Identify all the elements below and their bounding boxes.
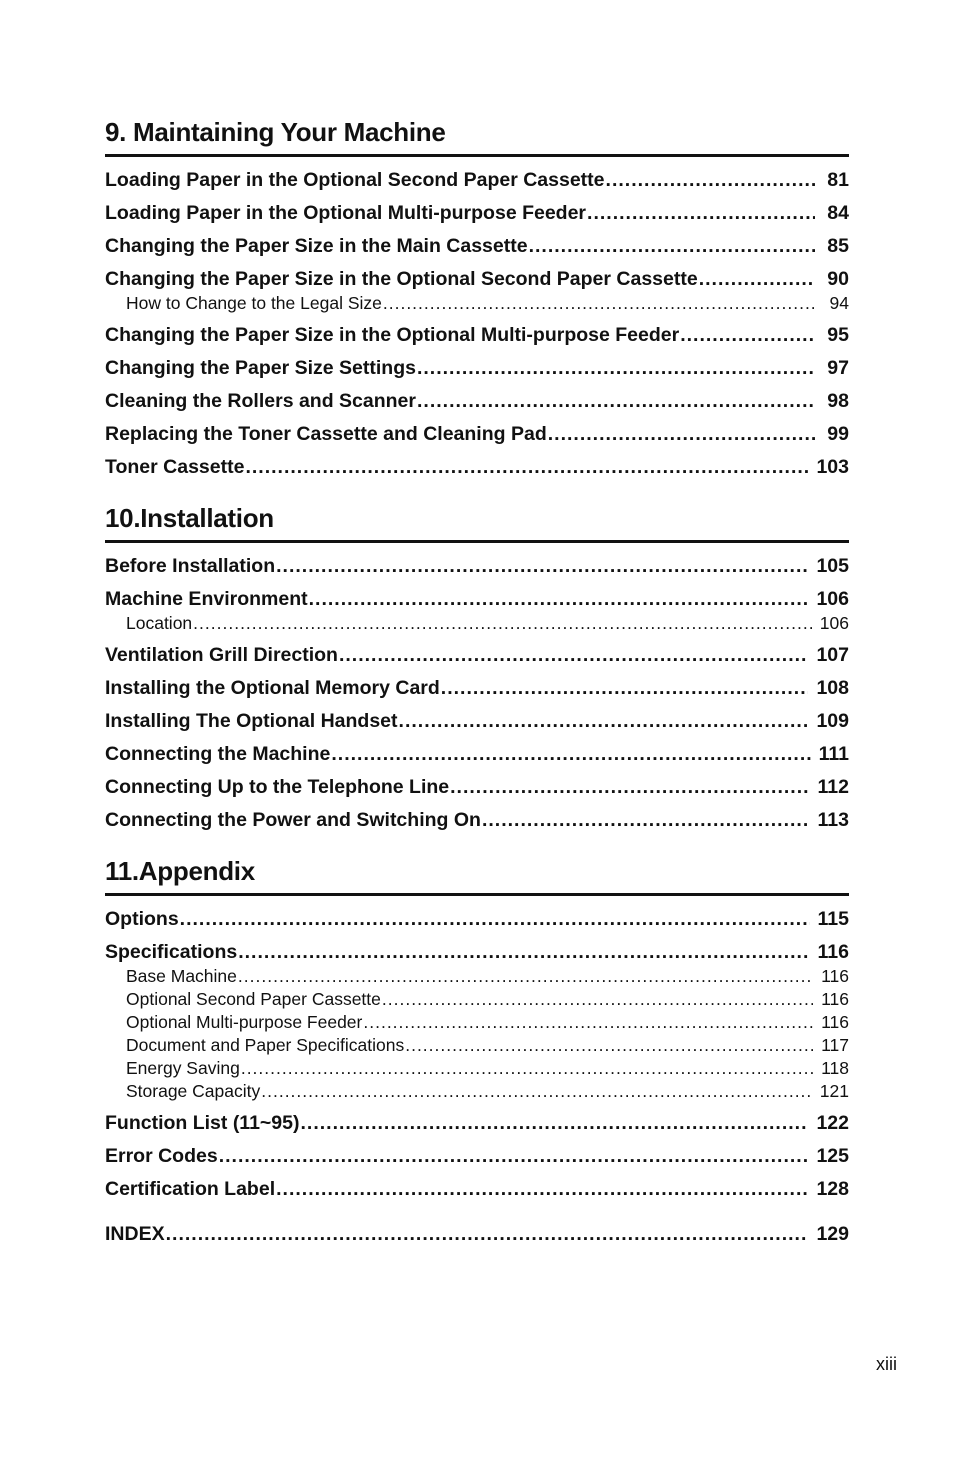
toc-entry-page: 129	[816, 1223, 849, 1245]
toc-entry-label: Function List (11~95)	[105, 1112, 300, 1134]
toc-entry-page: 85	[827, 235, 849, 257]
toc-entry-page: 113	[817, 809, 849, 831]
toc-entry-page: 90	[827, 268, 849, 290]
toc-entry-label: Replacing the Toner Cassette and Cleaning Pad	[105, 423, 547, 445]
toc-entry[interactable]	[105, 1107, 849, 1140]
toc-entry-page: 125	[816, 1145, 849, 1167]
dot-leader	[363, 1010, 813, 1034]
toc-entry-label: Base Machine	[126, 966, 237, 986]
dot-leader	[241, 1056, 813, 1080]
toc-entry-page: 121	[819, 1081, 849, 1101]
toc-entry-page: 128	[816, 1178, 849, 1200]
toc-subentry[interactable]	[105, 964, 849, 988]
toc-entry[interactable]	[105, 418, 849, 451]
dot-leader	[417, 352, 815, 385]
dot-leader	[548, 418, 815, 451]
dot-leader	[166, 1218, 809, 1251]
toc-entry[interactable]	[105, 771, 849, 804]
toc-subentry[interactable]	[105, 291, 849, 315]
dot-leader	[399, 705, 809, 738]
toc-entry-label: Toner Cassette	[105, 456, 245, 478]
toc-entry-label: Connecting Up to the Telephone Line	[105, 776, 450, 798]
toc-entry-label: INDEX	[105, 1223, 165, 1245]
section-title: 11.Appendix	[105, 849, 849, 896]
toc-entry[interactable]	[105, 804, 849, 837]
dot-leader	[276, 1173, 808, 1206]
dot-leader	[383, 291, 815, 315]
dot-leader	[417, 385, 815, 418]
toc-entry-label: Connecting the Power and Switching On	[105, 809, 481, 831]
toc-entry-page: 94	[829, 293, 849, 313]
toc-entry-page: 116	[821, 1012, 849, 1032]
toc-entry-label: Before Installation	[105, 555, 276, 577]
toc-entry[interactable]	[105, 164, 849, 197]
toc-entry-page: 103	[816, 456, 849, 478]
dot-leader	[482, 804, 810, 837]
toc-entry[interactable]	[105, 197, 849, 230]
toc-entry-page: 108	[816, 677, 849, 699]
toc-entry-label: Machine Environment	[105, 588, 308, 610]
toc-entry[interactable]	[105, 1140, 849, 1173]
table-of-contents	[105, 110, 849, 1251]
dot-leader	[339, 639, 809, 672]
toc-entry-label: Location	[126, 613, 193, 633]
toc-entry-page: 118	[821, 1058, 849, 1078]
dot-leader	[450, 771, 809, 804]
toc-entry-label: Changing the Paper Size in the Optional Multi-purpose Feeder	[105, 324, 680, 346]
toc-subentry[interactable]	[105, 611, 849, 635]
dot-leader	[441, 672, 809, 705]
toc-entry[interactable]	[105, 385, 849, 418]
toc-entry-page: 84	[827, 202, 849, 224]
section-title: 10.Installation	[105, 496, 849, 543]
dot-leader	[331, 738, 810, 771]
dot-leader	[301, 1107, 809, 1140]
toc-entry-page: 116	[821, 989, 849, 1009]
toc-entry-label: Ventilation Grill Direction	[105, 644, 338, 666]
toc-entry-label: Options	[105, 908, 179, 930]
toc-entry-label: How to Change to the Legal Size	[126, 293, 382, 313]
toc-entry-page: 115	[817, 908, 849, 930]
toc-entry-label: Specifications	[105, 941, 238, 963]
toc-entry[interactable]	[105, 903, 849, 936]
toc-entry[interactable]	[105, 352, 849, 385]
toc-entry-label: Certification Label	[105, 1178, 276, 1200]
toc-subentry[interactable]	[105, 1079, 849, 1103]
toc-entry[interactable]	[105, 738, 849, 771]
toc-entry-index[interactable]	[105, 1218, 849, 1251]
toc-sections	[105, 110, 849, 1206]
toc-section	[105, 837, 849, 1206]
toc-entry[interactable]	[105, 550, 849, 583]
toc-entry[interactable]	[105, 672, 849, 705]
toc-entry-label: Connecting the Machine	[105, 743, 331, 765]
toc-entry[interactable]	[105, 230, 849, 263]
page-number: xiii	[876, 1354, 897, 1374]
toc-entry-label: Optional Multi-purpose Feeder	[126, 1012, 363, 1032]
toc-entry[interactable]	[105, 639, 849, 672]
toc-entry-page: 106	[819, 613, 849, 633]
toc-subentry[interactable]	[105, 1056, 849, 1080]
dot-leader	[219, 1140, 809, 1173]
toc-entry-label: Changing the Paper Size in the Optional Second Paper Cassette	[105, 268, 698, 290]
dot-leader	[587, 197, 815, 230]
dot-leader	[180, 903, 810, 936]
toc-entry-page: 81	[827, 169, 849, 191]
toc-entry-page: 106	[816, 588, 849, 610]
toc-entry-page: 116	[817, 941, 849, 963]
toc-entry-page: 98	[827, 390, 849, 412]
toc-entry[interactable]	[105, 705, 849, 738]
toc-entry-label: Changing the Paper Size Settings	[105, 357, 416, 379]
dot-leader	[529, 230, 815, 263]
dot-leader	[405, 1033, 813, 1057]
toc-subentry[interactable]	[105, 987, 849, 1011]
toc-entry-page: 95	[827, 324, 849, 346]
toc-entry-page: 116	[821, 966, 849, 986]
toc-entry-label: Optional Second Paper Cassette	[126, 989, 381, 1009]
toc-subentry[interactable]	[105, 1010, 849, 1034]
dot-leader	[238, 964, 813, 988]
toc-entry-page: 111	[818, 743, 849, 765]
dot-leader	[680, 319, 815, 352]
dot-leader	[382, 987, 813, 1011]
toc-entry-label: Cleaning the Rollers and Scanner	[105, 390, 416, 412]
dot-leader	[606, 164, 815, 197]
toc-entry-label: Energy Saving	[126, 1058, 240, 1078]
toc-entry-page: 117	[821, 1035, 849, 1055]
toc-section	[105, 110, 849, 484]
toc-entry-label: Document and Paper Specifications	[126, 1035, 405, 1055]
toc-entry-page: 112	[817, 776, 849, 798]
toc-entry-page: 97	[827, 357, 849, 379]
dot-leader	[193, 611, 812, 635]
toc-entry-page: 99	[827, 423, 849, 445]
toc-entry-label: Loading Paper in the Optional Multi-purpose Feeder	[105, 202, 587, 224]
dot-leader	[261, 1079, 812, 1103]
toc-entry-label: Loading Paper in the Optional Second Paper Cassette	[105, 169, 605, 191]
dot-leader	[245, 451, 808, 484]
toc-section	[105, 484, 849, 837]
toc-entry-label: Storage Capacity	[126, 1081, 261, 1101]
toc-subentry[interactable]	[105, 1033, 849, 1057]
toc-entry-page: 105	[816, 555, 849, 577]
section-title: 9. Maintaining Your Machine	[105, 110, 849, 157]
toc-entry[interactable]	[105, 451, 849, 484]
toc-entry-label: Installing the Optional Memory Card	[105, 677, 440, 699]
toc-entry-page: 122	[816, 1112, 849, 1134]
dot-leader	[276, 550, 808, 583]
toc-entry-label: Error Codes	[105, 1145, 218, 1167]
toc-entry-page: 109	[816, 710, 849, 732]
toc-entry-page: 107	[816, 644, 849, 666]
toc-entry[interactable]	[105, 319, 849, 352]
toc-entry[interactable]	[105, 1173, 849, 1206]
toc-entry-label: Installing The Optional Handset	[105, 710, 398, 732]
toc-entry-label: Changing the Paper Size in the Main Cassette	[105, 235, 528, 257]
